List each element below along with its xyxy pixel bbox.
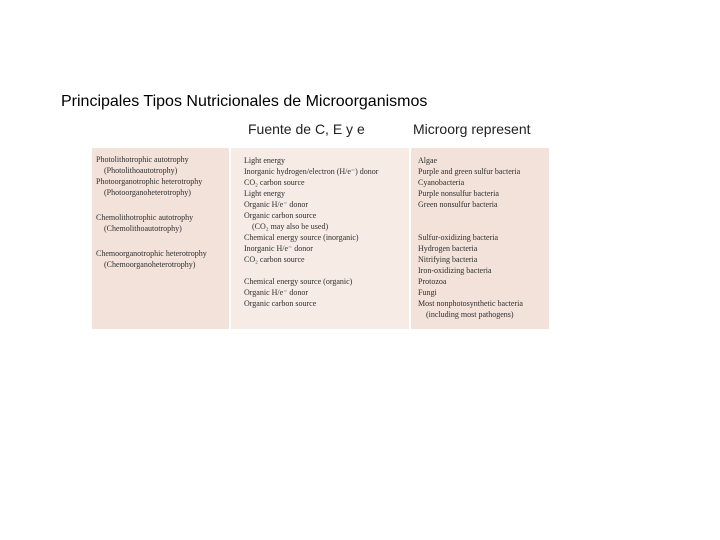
organism-item: Iron-oxidizing bacteria bbox=[418, 266, 492, 275]
column-divider bbox=[229, 148, 231, 329]
organisms-column bbox=[411, 148, 549, 329]
source-item: Organic carbon source bbox=[244, 211, 317, 220]
type-photolithotrophic: Photolithotrophic autotrophy bbox=[96, 155, 189, 164]
organism-item: Purple and green sulfur bacteria bbox=[418, 167, 521, 176]
organism-item: Sulfur-oxidizing bacteria bbox=[418, 233, 499, 242]
source-item: Inorganic H/e⁻ donor bbox=[244, 244, 313, 253]
column-divider bbox=[409, 148, 411, 329]
source-item: CO₂ carbon source bbox=[244, 178, 305, 187]
source-item: Light energy bbox=[244, 189, 285, 198]
organism-item: Nitrifying bacteria bbox=[418, 255, 478, 264]
slide-title: Principales Tipos Nutricionales de Microorganismos bbox=[61, 93, 428, 110]
type-chemolithotrophic-alt: (Chemolithoautotrophy) bbox=[104, 224, 182, 233]
organism-item: Most nonphotosynthetic bacteria bbox=[418, 299, 523, 308]
energy-source-header: Fuente de C, E y e bbox=[248, 121, 365, 137]
organism-item: Green nonsulfur bacteria bbox=[418, 200, 498, 209]
source-item: Organic carbon source bbox=[244, 299, 317, 308]
organism-item: Purple nonsulfur bacteria bbox=[418, 189, 499, 198]
source-item: Organic H/e⁻ donor bbox=[244, 288, 309, 297]
organisms-header: Microorg represent bbox=[413, 121, 531, 137]
source-item: Inorganic hydrogen/electron (H/e⁻) donor bbox=[244, 167, 379, 176]
organism-item: (including most pathogens) bbox=[426, 310, 514, 319]
source-column bbox=[231, 148, 409, 329]
type-photolithotrophic-alt: (Photolithoautotrophy) bbox=[104, 166, 178, 175]
source-item: Chemical energy source (organic) bbox=[244, 277, 353, 286]
nutritional-types-table bbox=[92, 148, 549, 329]
organism-item: Protozoa bbox=[418, 277, 447, 286]
organism-item: Cyanobacteria bbox=[418, 178, 465, 187]
organism-item: Fungi bbox=[418, 288, 437, 297]
type-chemoorganotrophic: Chemoorganotrophic heterotrophy bbox=[96, 249, 207, 258]
source-item: Chemical energy source (inorganic) bbox=[244, 233, 359, 242]
type-chemoorganotrophic-alt: (Chemoorganoheterotrophy) bbox=[104, 260, 196, 269]
nutritional-type-column bbox=[92, 148, 230, 329]
type-chemolithotrophic: Chemolithotrophic autotrophy bbox=[96, 213, 194, 222]
organism-item: Algae bbox=[418, 156, 438, 165]
organism-item: Hydrogen bacteria bbox=[418, 244, 478, 253]
type-photoorganotrophic: Photoorganotrophic heterotrophy bbox=[96, 177, 203, 186]
type-photoorganotrophic-alt: (Photoorganoheterotrophy) bbox=[104, 188, 191, 197]
source-item: CO₂ carbon source bbox=[244, 255, 305, 264]
source-item: Light energy bbox=[244, 156, 285, 165]
source-item: (CO₂ may also be used) bbox=[252, 222, 329, 231]
source-item: Organic H/e⁻ donor bbox=[244, 200, 309, 209]
